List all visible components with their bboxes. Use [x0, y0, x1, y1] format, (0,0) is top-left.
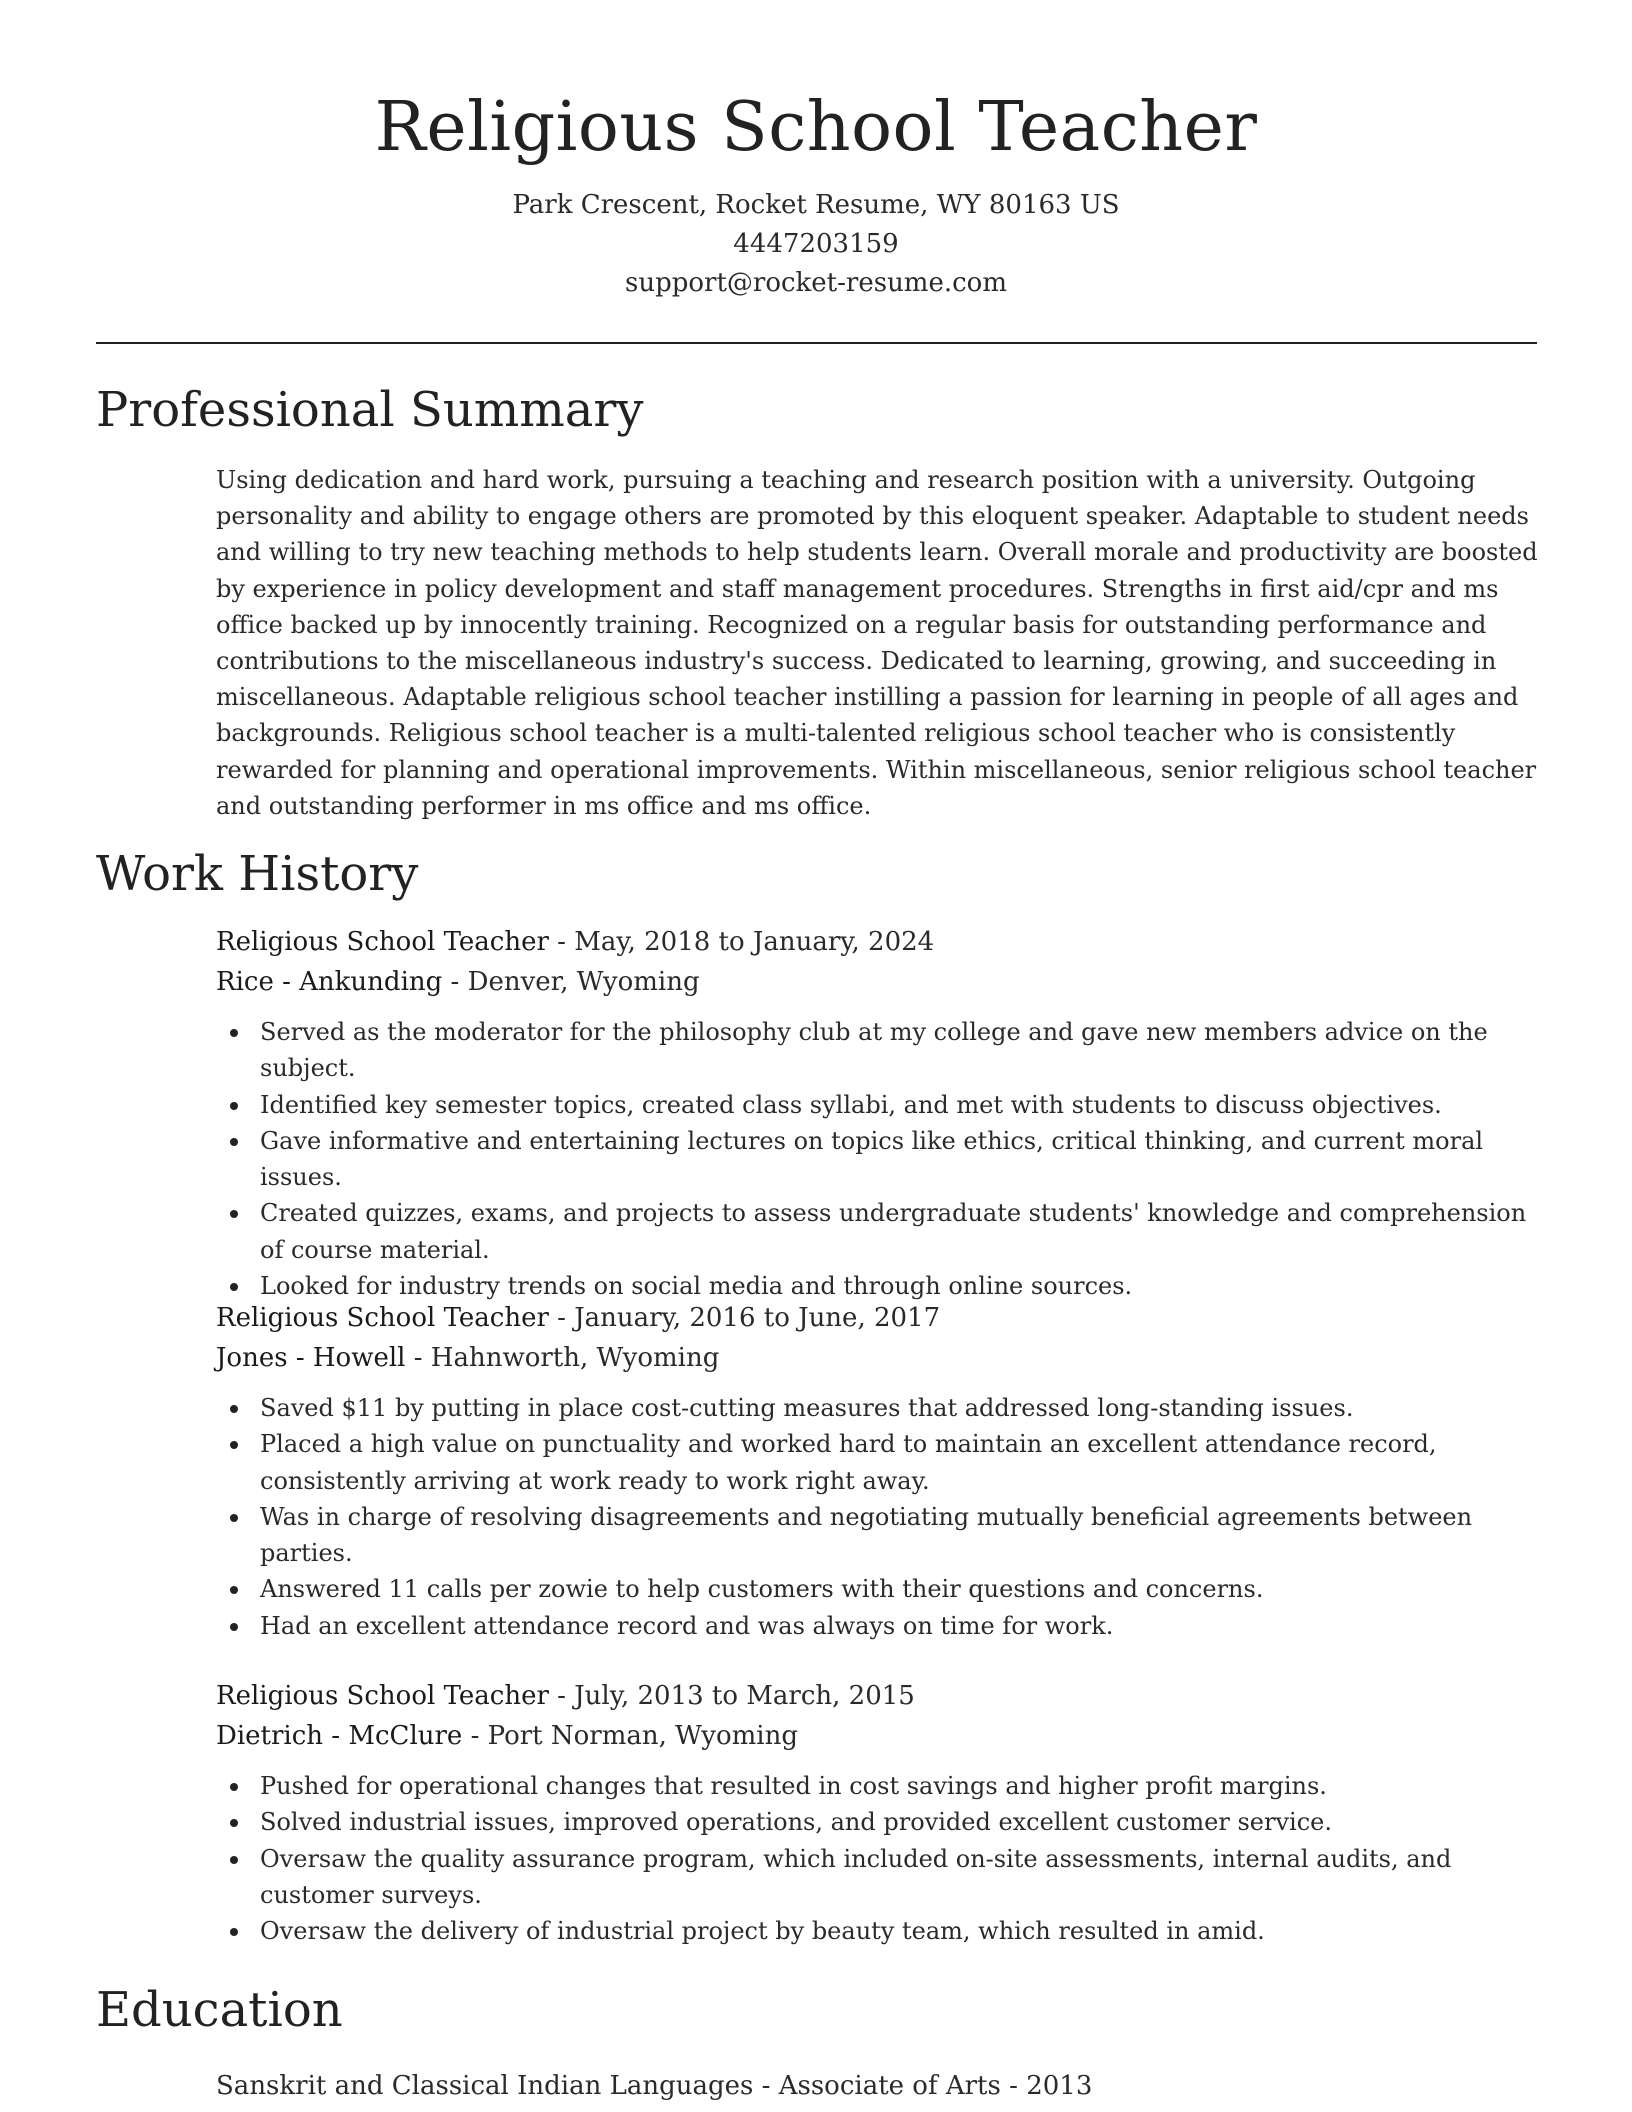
- job-bullet: Oversaw the delivery of industrial project by beauty team, which resulted in amid.: [260, 1913, 1546, 1949]
- summary-text: Using dedication and hard work, pursuing a teaching and research position with a university. Outgoing personality and ability to engage others are promoted by this eloquent speaker. Adaptable to student needs and willing to try new teaching methods to help students learn. Overall morale and productivity are boosted by experience in policy development and staff management procedures. Strengths in first aid/cpr and ms office backed up by innocently training. Recognized on a regular basis for outstanding performance and contributions to the miscellaneous industry's success. Dedicated to learning, growing, and succeeding in miscellaneous. Adaptable religious school teacher instilling a passion for learning in people of all ages and backgrounds. Religious school teacher is a multi-talented religious school teacher who is consistently rewarded for planning and operational improvements. Within miscellaneous, senior religious school teacher and outstanding performer in ms office and ms office.: [216, 466, 1538, 820]
- job-bullet: Saved $11 by putting in place cost-cutting measures that addressed long-standing issues.: [260, 1390, 1546, 1426]
- job-bullets: [216, 1390, 1546, 1644]
- job-bullet: Identified key semester topics, created class syllabi, and met with students to discuss objectives.: [260, 1087, 1546, 1123]
- job-bullet: Created quizzes, exams, and projects to assess undergraduate students' knowledge and comprehension of course material.: [260, 1195, 1546, 1268]
- education-degree: Associate of Arts: [778, 2071, 1001, 2101]
- job-company-line: Rice - Ankunding - Denver, Wyoming: [216, 967, 700, 997]
- education-year: 2013: [1026, 2071, 1093, 2101]
- education-field: Sanskrit and Classical Indian Languages: [216, 2071, 754, 2101]
- job-bullet: Placed a high value on punctuality and worked hard to maintain an excellent attendance record, consistently arriving at work ready to work right away.: [260, 1426, 1546, 1499]
- job-position: Religious School Teacher: [216, 1681, 549, 1711]
- job-bullets: [216, 1768, 1546, 1949]
- job-bullet: Looked for industry trends on social media and through online sources.: [260, 1268, 1546, 1304]
- job-company: Jones - Howell: [216, 1343, 406, 1373]
- job-bullet: Answered 11 calls per zowie to help customers with their questions and concerns.: [260, 1571, 1546, 1607]
- job-company: Dietrich - McClure: [216, 1721, 463, 1751]
- job-location: Denver, Wyoming: [467, 967, 700, 997]
- job-bullet: Had an excellent attendance record and was always on time for work.: [260, 1608, 1546, 1644]
- job-dates: July, 2013 to March, 2015: [574, 1681, 915, 1711]
- header-divider: [96, 342, 1537, 344]
- job-entry: [216, 922, 1546, 1304]
- job-bullet: Oversaw the quality assurance program, which included on-site assessments, internal audits, and customer surveys.: [260, 1841, 1546, 1914]
- job-location: Port Norman, Wyoming: [487, 1721, 799, 1751]
- job-dates: May, 2018 to January, 2024: [574, 927, 935, 957]
- email: support@rocket-resume.com: [624, 268, 1007, 298]
- job-bullet: Gave informative and entertaining lectures on topics like ethics, critical thinking, and current moral issues.: [260, 1123, 1546, 1196]
- job-bullets: [216, 1014, 1546, 1304]
- job-bullet: Solved industrial issues, improved operations, and provided excellent customer service.: [260, 1804, 1546, 1840]
- education-heading: Education: [96, 1982, 343, 2038]
- resume-header: [0, 80, 1632, 303]
- job-dates: January, 2016 to June, 2017: [574, 1303, 941, 1333]
- job-location: Hahnworth, Wyoming: [430, 1343, 720, 1373]
- address: Park Crescent, Rocket Resume, WY 80163 US: [512, 190, 1120, 220]
- phone: 4447203159: [733, 229, 899, 259]
- job-company-line: Dietrich - McClure - Port Norman, Wyoming: [216, 1721, 799, 1751]
- job-entry: [216, 1676, 1546, 1949]
- job-title-line: Religious School Teacher - May, 2018 to January, 2024: [216, 927, 935, 957]
- job-position: Religious School Teacher: [216, 1303, 549, 1333]
- job-title-line: Religious School Teacher - January, 2016 to June, 2017: [216, 1303, 941, 1333]
- job-bullet: Served as the moderator for the philosophy club at my college and gave new members advice on the subject.: [260, 1014, 1546, 1087]
- summary-heading: Professional Summary: [96, 382, 644, 438]
- job-position: Religious School Teacher: [216, 927, 549, 957]
- job-title-line: Religious School Teacher - July, 2013 to March, 2015: [216, 1681, 915, 1711]
- education-entry: Sanskrit and Classical Indian Languages - Associate of Arts - 2013: [216, 2071, 1093, 2101]
- job-entry: [216, 1298, 1546, 1644]
- job-bullet: Was in charge of resolving disagreements and negotiating mutually beneficial agreements between parties.: [260, 1499, 1546, 1572]
- job-company: Rice - Ankunding: [216, 967, 443, 997]
- candidate-name: Religious School Teacher: [374, 88, 1258, 167]
- job-bullet: Pushed for operational changes that resulted in cost savings and higher profit margins.: [260, 1768, 1546, 1804]
- work-history-heading: Work History: [96, 846, 419, 902]
- job-company-line: Jones - Howell - Hahnworth, Wyoming: [216, 1343, 720, 1373]
